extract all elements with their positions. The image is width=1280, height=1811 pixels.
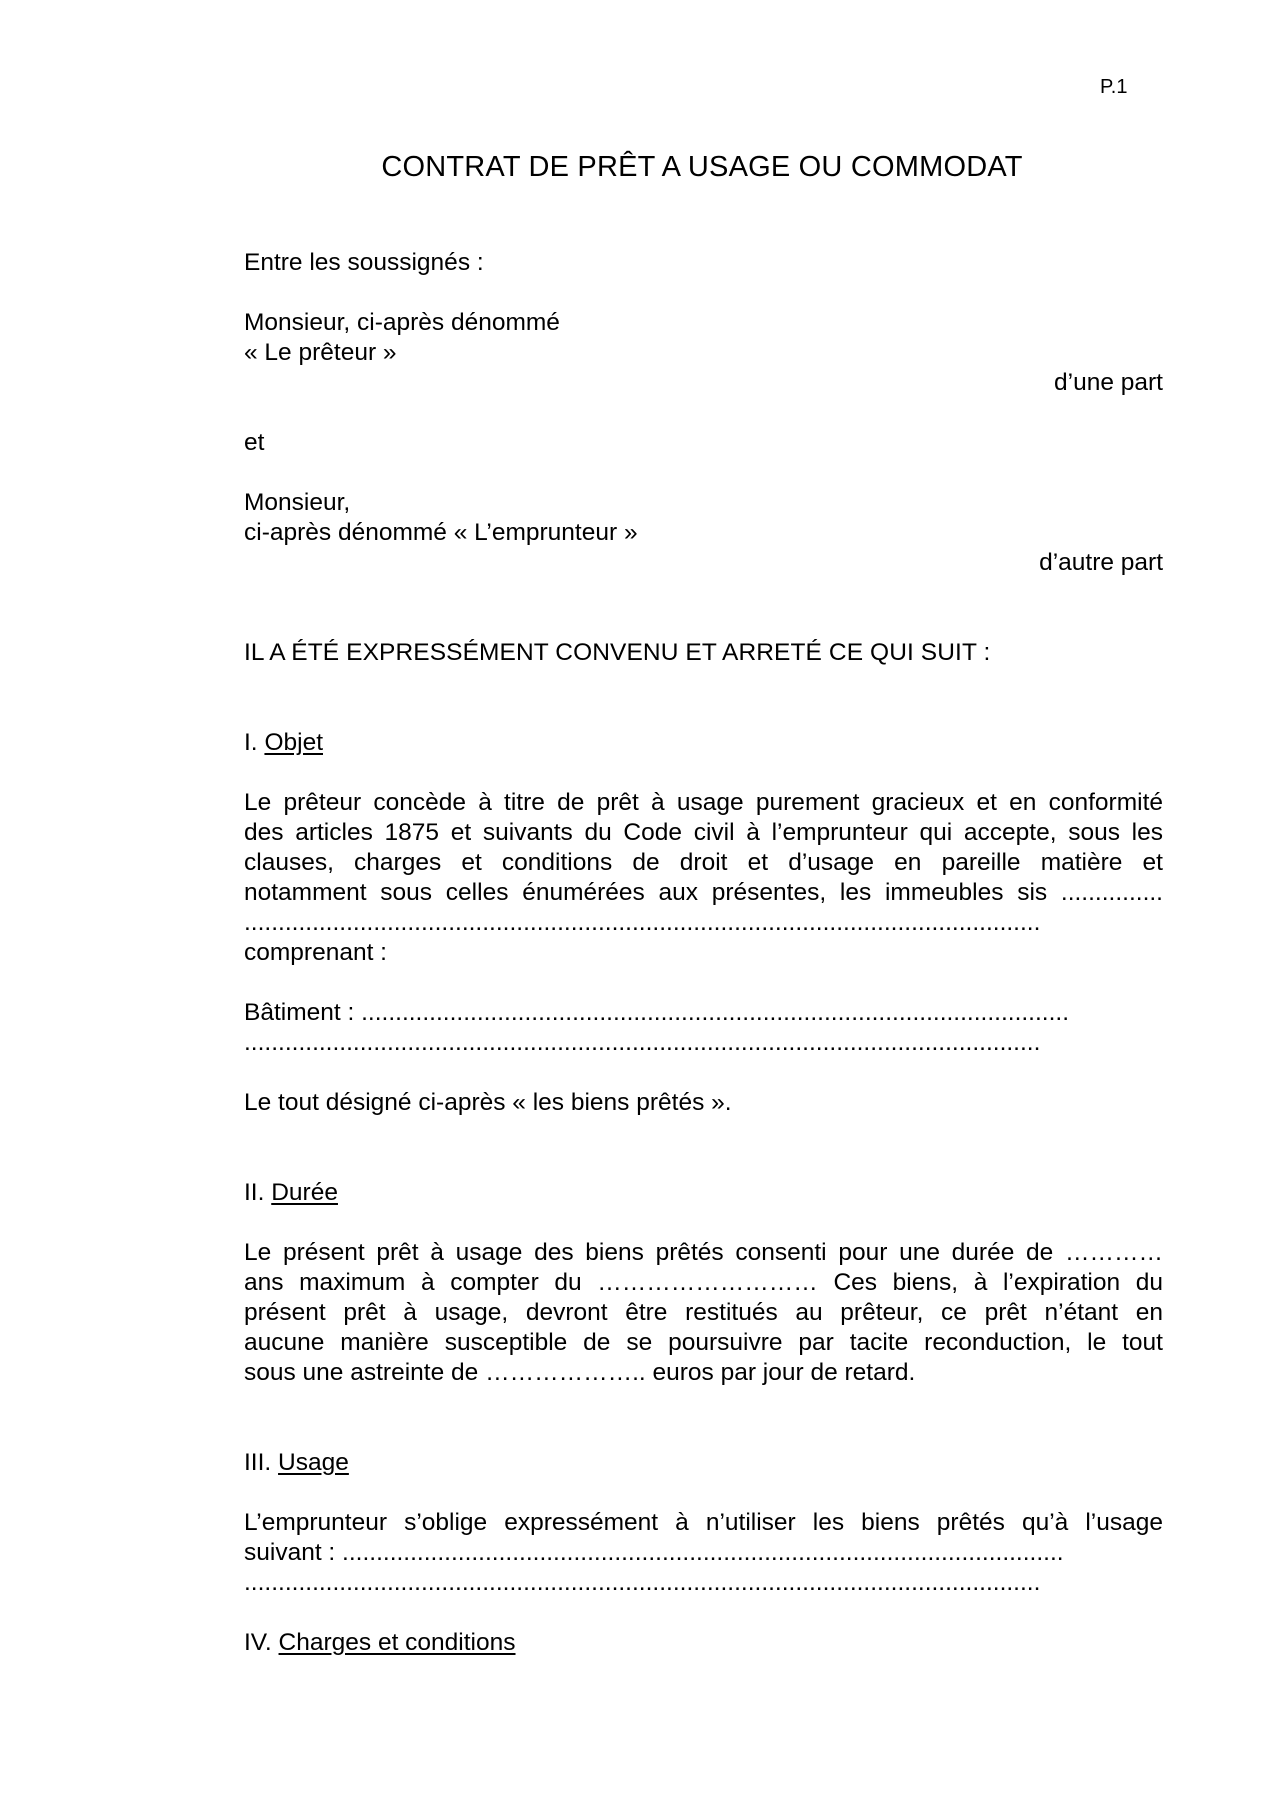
objet-line-1: Le prêteur concède à titre de prêt à usage purement gracieux et en conformité (244, 789, 1163, 816)
duree-line-5: sous une astreinte de ……………….. euros par jour de retard. (244, 1359, 916, 1386)
objet-line-3: clauses, charges et conditions de droit et d’usage en pareille matière et (244, 849, 1163, 876)
batiment-line-2: ..................................................................................................................... (244, 1029, 1041, 1056)
batiment-line-1: Bâtiment : ........................................................................................................ (244, 999, 1070, 1026)
usage-line-3: ..................................................................................................................... (244, 1569, 1041, 1596)
document-body (244, 248, 1163, 1658)
objet-comprenant: comprenant : (244, 939, 387, 966)
duree-line-4: aucune manière susceptible de se poursuivre par tacite reconduction, le tout (244, 1329, 1163, 1356)
lender-line-2: « Le prêteur » (244, 339, 397, 366)
borrower-line-1: Monsieur, (244, 489, 351, 516)
section-heading-duree (244, 1178, 1163, 1208)
duree-line-1: Le présent prêt à usage des biens prêtés consenti pour une durée de ………… (244, 1239, 1163, 1266)
lender-line-1: Monsieur, ci-après dénommé (244, 309, 560, 336)
section-heading-charges (244, 1628, 1163, 1658)
section-title: Charges et conditions (278, 1629, 516, 1656)
section-title: Objet (264, 729, 323, 756)
lender-side: d’une part (1054, 369, 1163, 396)
duree-line-3: présent prêt à usage, devront être restitués au prêteur, ce prêt n’étant en (244, 1299, 1163, 1326)
section-number: I. (244, 729, 258, 756)
borrower-line-2: ci-après dénommé « L’emprunteur » (244, 519, 638, 546)
usage-line-1: L’emprunteur s’oblige expressément à n’utiliser les biens prêtés qu’à l’usage (244, 1509, 1163, 1536)
section-number: III. (244, 1449, 272, 1476)
section-title: Usage (278, 1449, 349, 1476)
page-number: P.1 (1100, 76, 1128, 98)
parties-intro: Entre les soussignés : (244, 249, 484, 276)
usage-line-2: suivant : .......................................................................................................... (244, 1539, 1064, 1566)
objet-summary: Le tout désigné ci-après « les biens prêtés ». (244, 1089, 732, 1116)
document-title: CONTRAT DE PRÊT A USAGE OU COMMODAT (381, 151, 1023, 183)
section-heading-usage (244, 1448, 1163, 1478)
objet-line-2: des articles 1875 et suivants du Code civil à l’emprunteur qui accepte, sous les (244, 819, 1163, 846)
section-number: IV. (244, 1629, 272, 1656)
agreement-statement: IL A ÉTÉ EXPRESSÉMENT CONVENU ET ARRETÉ CE QUI SUIT : (244, 639, 991, 666)
duree-line-2: ans maximum à compter du ……………………… Ces biens, à l’expiration du (244, 1269, 1163, 1296)
section-title: Durée (271, 1179, 338, 1206)
section-heading-objet (244, 728, 1163, 758)
objet-line-4: notamment sous celles énumérées aux présentes, les immeubles sis ............... (244, 879, 1163, 906)
objet-dotted-line: ..................................................................................................................... (244, 909, 1041, 936)
borrower-side: d’autre part (1039, 549, 1163, 576)
section-number: II. (244, 1179, 265, 1206)
and-connector: et (244, 429, 265, 456)
